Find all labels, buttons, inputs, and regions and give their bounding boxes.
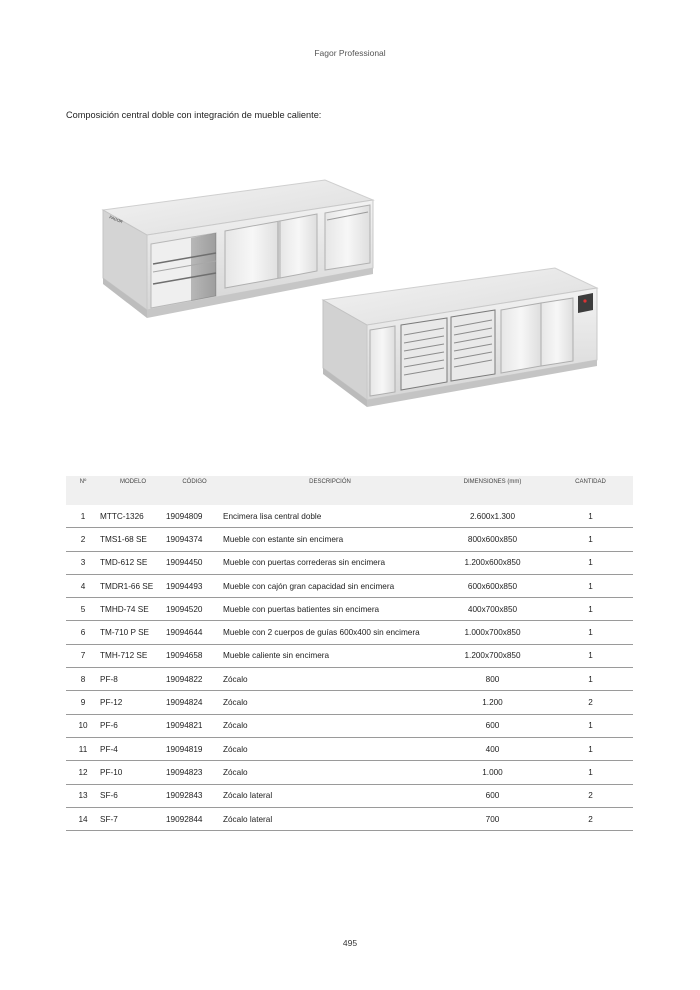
cell-code: 19092844 (166, 807, 223, 830)
cell-quantity: 1 (548, 761, 633, 784)
parts-table (66, 476, 633, 831)
cell-code: 19094374 (166, 528, 223, 551)
cell-quantity: 1 (548, 714, 633, 737)
table-row (66, 505, 633, 528)
cell-model: SF-7 (100, 807, 166, 830)
cell-description: Zócalo lateral (223, 784, 437, 807)
cell-description: Zócalo (223, 691, 437, 714)
cell-model: PF-8 (100, 668, 166, 691)
cell-description: Zócalo (223, 714, 437, 737)
cell-dimensions: 2.600x1.300 (437, 505, 548, 528)
stainless-counters-illustration (95, 160, 605, 415)
cell-description: Mueble con puertas batientes sin encimera (223, 598, 437, 621)
cell-model: PF-12 (100, 691, 166, 714)
cell-code: 19094658 (166, 644, 223, 667)
cell-model: TMS1-68 SE (100, 528, 166, 551)
col-header-code: CÓDIGO (182, 479, 207, 485)
cell-quantity: 1 (548, 668, 633, 691)
counter-unit-right (323, 268, 597, 407)
page-number: 495 (342, 938, 358, 948)
table-row (66, 574, 633, 597)
cell-code: 19094823 (166, 761, 223, 784)
cell-dimensions: 1.200x600x850 (437, 551, 548, 574)
table-row (66, 598, 633, 621)
cell-number: 2 (66, 528, 100, 551)
table-row (66, 528, 633, 551)
cell-model: TMDR1-66 SE (100, 574, 166, 597)
table-row (66, 691, 633, 714)
table-header-row (66, 476, 633, 505)
cell-code: 19094520 (166, 598, 223, 621)
cell-description: Zócalo (223, 761, 437, 784)
table-row (66, 784, 633, 807)
cell-quantity: 1 (548, 737, 633, 760)
product-image (95, 160, 605, 415)
table-body (66, 505, 633, 831)
cell-description: Mueble con puertas correderas sin encimera (223, 551, 437, 574)
svg-text:FAGOR: FAGOR (108, 214, 124, 225)
cell-code: 19094822 (166, 668, 223, 691)
table-row (66, 761, 633, 784)
table-row (66, 807, 633, 830)
cell-description: Mueble con 2 cuerpos de guías 600x400 sin encimera (223, 621, 437, 644)
cell-number: 7 (66, 644, 100, 667)
cell-code: 19094821 (166, 714, 223, 737)
table-row (66, 644, 633, 667)
cell-code: 19094450 (166, 551, 223, 574)
cell-quantity: 2 (548, 691, 633, 714)
cell-dimensions: 600 (437, 784, 548, 807)
cell-quantity: 2 (548, 807, 633, 830)
cell-dimensions: 1.000 (437, 761, 548, 784)
section-title: Composición central doble con integración de mueble caliente: (66, 110, 322, 120)
cell-dimensions: 800 (437, 668, 548, 691)
cell-quantity: 1 (548, 598, 633, 621)
cell-number: 8 (66, 668, 100, 691)
cell-dimensions: 700 (437, 807, 548, 830)
cell-model: TMD-612 SE (100, 551, 166, 574)
cell-quantity: 1 (548, 621, 633, 644)
cell-quantity: 2 (548, 784, 633, 807)
cell-quantity: 1 (548, 551, 633, 574)
cell-code: 19094644 (166, 621, 223, 644)
cell-model: TM-710 P SE (100, 621, 166, 644)
cell-model: MTTC-1326 (100, 505, 166, 528)
cell-quantity: 1 (548, 644, 633, 667)
cell-dimensions: 1.000x700x850 (437, 621, 548, 644)
col-header-number: Nº (79, 479, 87, 485)
col-header-quantity: CANTIDAD (575, 479, 606, 485)
cell-dimensions: 400x700x850 (437, 598, 548, 621)
cell-quantity: 1 (548, 505, 633, 528)
cell-number: 13 (66, 784, 100, 807)
cell-dimensions: 800x600x850 (437, 528, 548, 551)
cell-model: PF-10 (100, 761, 166, 784)
cell-dimensions: 600 (437, 714, 548, 737)
cell-number: 12 (66, 761, 100, 784)
cell-quantity: 1 (548, 574, 633, 597)
cell-number: 10 (66, 714, 100, 737)
cell-dimensions: 1.200 (437, 691, 548, 714)
table-row (66, 551, 633, 574)
cell-model: PF-4 (100, 737, 166, 760)
table-row (66, 737, 633, 760)
col-header-model: MODELO (119, 479, 146, 485)
cell-code: 19092843 (166, 784, 223, 807)
cell-number: 3 (66, 551, 100, 574)
cell-code: 19094493 (166, 574, 223, 597)
cell-number: 14 (66, 807, 100, 830)
cell-quantity: 1 (548, 528, 633, 551)
cell-description: Mueble caliente sin encimera (223, 644, 437, 667)
col-header-description: DESCRIPCIÓN (309, 479, 351, 485)
cell-description: Mueble con estante sin encimera (223, 528, 437, 551)
table-row (66, 621, 633, 644)
cell-number: 11 (66, 737, 100, 760)
counter-unit-left (103, 180, 373, 318)
cell-model: SF-6 (100, 784, 166, 807)
cell-model: PF-6 (100, 714, 166, 737)
cell-description: Encimera lisa central doble (223, 505, 437, 528)
cell-description: Zócalo (223, 737, 437, 760)
cell-description: Zócalo lateral (223, 807, 437, 830)
table-row (66, 668, 633, 691)
cell-number: 1 (66, 505, 100, 528)
cell-dimensions: 1.200x700x850 (437, 644, 548, 667)
cell-description: Mueble con cajón gran capacidad sin encimera (223, 574, 437, 597)
cell-number: 5 (66, 598, 100, 621)
cell-model: TMHD-74 SE (100, 598, 166, 621)
cell-model: TMH-712 SE (100, 644, 166, 667)
cell-number: 9 (66, 691, 100, 714)
cell-number: 6 (66, 621, 100, 644)
col-header-dimensions: DIMENSIONES (mm) (463, 479, 522, 485)
cell-code: 19094819 (166, 737, 223, 760)
cell-code: 19094809 (166, 505, 223, 528)
cell-dimensions: 400 (437, 737, 548, 760)
cell-code: 19094824 (166, 691, 223, 714)
cell-dimensions: 600x600x850 (437, 574, 548, 597)
page-header-brand: Fagor Professional (314, 48, 386, 58)
table-row (66, 714, 633, 737)
cell-number: 4 (66, 574, 100, 597)
parts-table-wrapper (66, 476, 633, 831)
cell-description: Zócalo (223, 668, 437, 691)
